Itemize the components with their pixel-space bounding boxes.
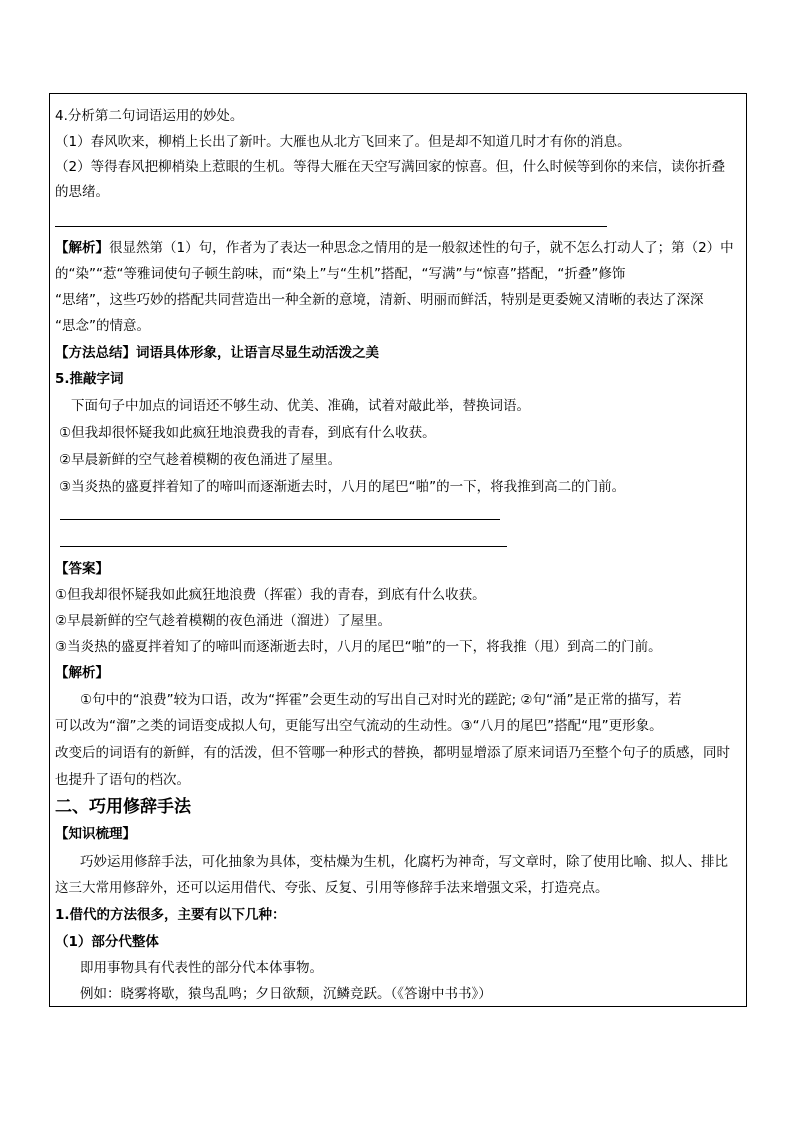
- subheading-part-for-whole: （1）部分代整体: [55, 934, 159, 950]
- q4-title: 4.分析第二句词语运用的妙处。: [55, 108, 244, 124]
- q5-title: 5.推敲字词: [55, 371, 124, 387]
- example: 例如：晓雾将歇，猿鸟乱鸣；夕日欲颓，沉鳞竞跃。（《答谢中书书》）: [80, 986, 492, 1002]
- answer-blank-line[interactable]: [60, 519, 500, 520]
- analysis-2-line-1: ①句中的“浪费”较为口语，改为“挥霍”会更生动的写出自己对时光的蹉跎; ②句“涌”是正常的描写，若: [80, 692, 682, 708]
- answer-3: ③当炎热的盛夏拌着知了的啼叫而逐渐逝去时，八月的尾巴“啪”的一下，将我推（甩）到高二的门前。: [55, 639, 662, 655]
- answer-label: 【答案】: [55, 561, 109, 577]
- q5-sentence-2: ②早晨新鲜的空气趁着模糊的夜色涌进了屋里。: [59, 452, 342, 468]
- q5-sentence-3: ③当炎热的盛夏拌着知了的啼叫而逐渐逝去时，八月的尾巴“啪”的一下，将我推到高二的门前。: [59, 479, 626, 495]
- q4-sentence-2b: 的思绪。: [55, 184, 109, 200]
- analysis-2-line-4: 也提升了语句的档次。: [55, 772, 190, 788]
- answer-blank-line[interactable]: [55, 226, 607, 227]
- analysis-2-line-2: 可以改为“溜”之类的词语变成拟人句，更能写出空气流动的生动性。③“八月的尾巴”搭配“甩”更形象。: [55, 718, 663, 734]
- section-paragraph-1: 巧妙运用修辞手法，可化抽象为具体，变枯燥为生机，化腐朽为神奇，写文章时，除了使用比喻、拟人、排比: [80, 854, 728, 870]
- analysis-1-line-3: “思绪”，这些巧妙的搭配共同营造出一种全新的意境，清新、明丽而鲜活，特别是更委婉又清晰的表达了深深: [55, 292, 704, 308]
- answer-2: ②早晨新鲜的空气趁着模糊的夜色涌进（溜进）了屋里。: [55, 613, 392, 629]
- q5-intro: 下面句子中加点的词语还不够生动、优美、准确，试着对敲此举，替换词语。: [71, 398, 530, 414]
- analysis-1-line-2: 的“染”“惹“等雅词使句子顿生韵味，而“染上”与“生机”搭配，“写满”与“惊喜”搭配，“折叠”修饰: [55, 266, 626, 282]
- analysis-1-line-1: 【解析】很显然第（1）句，作者为了表达一种思念之情用的是一般叙述性的句子，就不怎么打动人了；第（2）中: [55, 240, 734, 256]
- answer-blank-line[interactable]: [60, 546, 507, 547]
- q4-sentence-2a: （2）等得春风把柳梢染上惹眼的生机。等得大雁在天空写满回家的惊喜。但，什么时候等到你的来信，读你折叠: [55, 159, 726, 175]
- definition: 即用事物具有代表性的部分代本体事物。: [80, 960, 323, 976]
- analysis-1-line-4: “思念”的情意。: [55, 318, 150, 334]
- knowledge-label: 【知识梳理】: [55, 826, 136, 842]
- analysis-label: 【解析】: [55, 665, 109, 681]
- section-heading: 二、巧用修辞手法: [55, 797, 191, 817]
- q5-sentence-1: ①但我却很怀疑我如此疯狂地浪费我的青春，到底有什么收获。: [59, 425, 436, 441]
- method-summary: 【方法总结】词语具体形象，让语言尽显生动活泼之美: [55, 345, 379, 361]
- q4-sentence-1: （1）春风吹来，柳梢上长出了新叶。大雁也从北方飞回来了。但是却不知道几时才有你的消息。: [55, 134, 631, 150]
- subheading-metonymy: 1.借代的方法很多，主要有以下几种：: [55, 907, 286, 923]
- analysis-label: 【解析】: [55, 240, 109, 256]
- section-paragraph-2: 这三大常用修辞外，还可以运用借代、夸张、反复、引用等修辞手法来增强文采，打造亮点。: [55, 880, 609, 896]
- analysis-2-line-3: 改变后的词语有的新鲜，有的活泼，但不管哪一种形式的替换，都明显增添了原来词语乃至整个句子的质感，同时: [55, 745, 730, 761]
- method-label: 【方法总结】: [55, 345, 136, 361]
- answer-1: ①但我却很怀疑我如此疯狂地浪费（挥霍）我的青春，到底有什么收获。: [55, 587, 486, 603]
